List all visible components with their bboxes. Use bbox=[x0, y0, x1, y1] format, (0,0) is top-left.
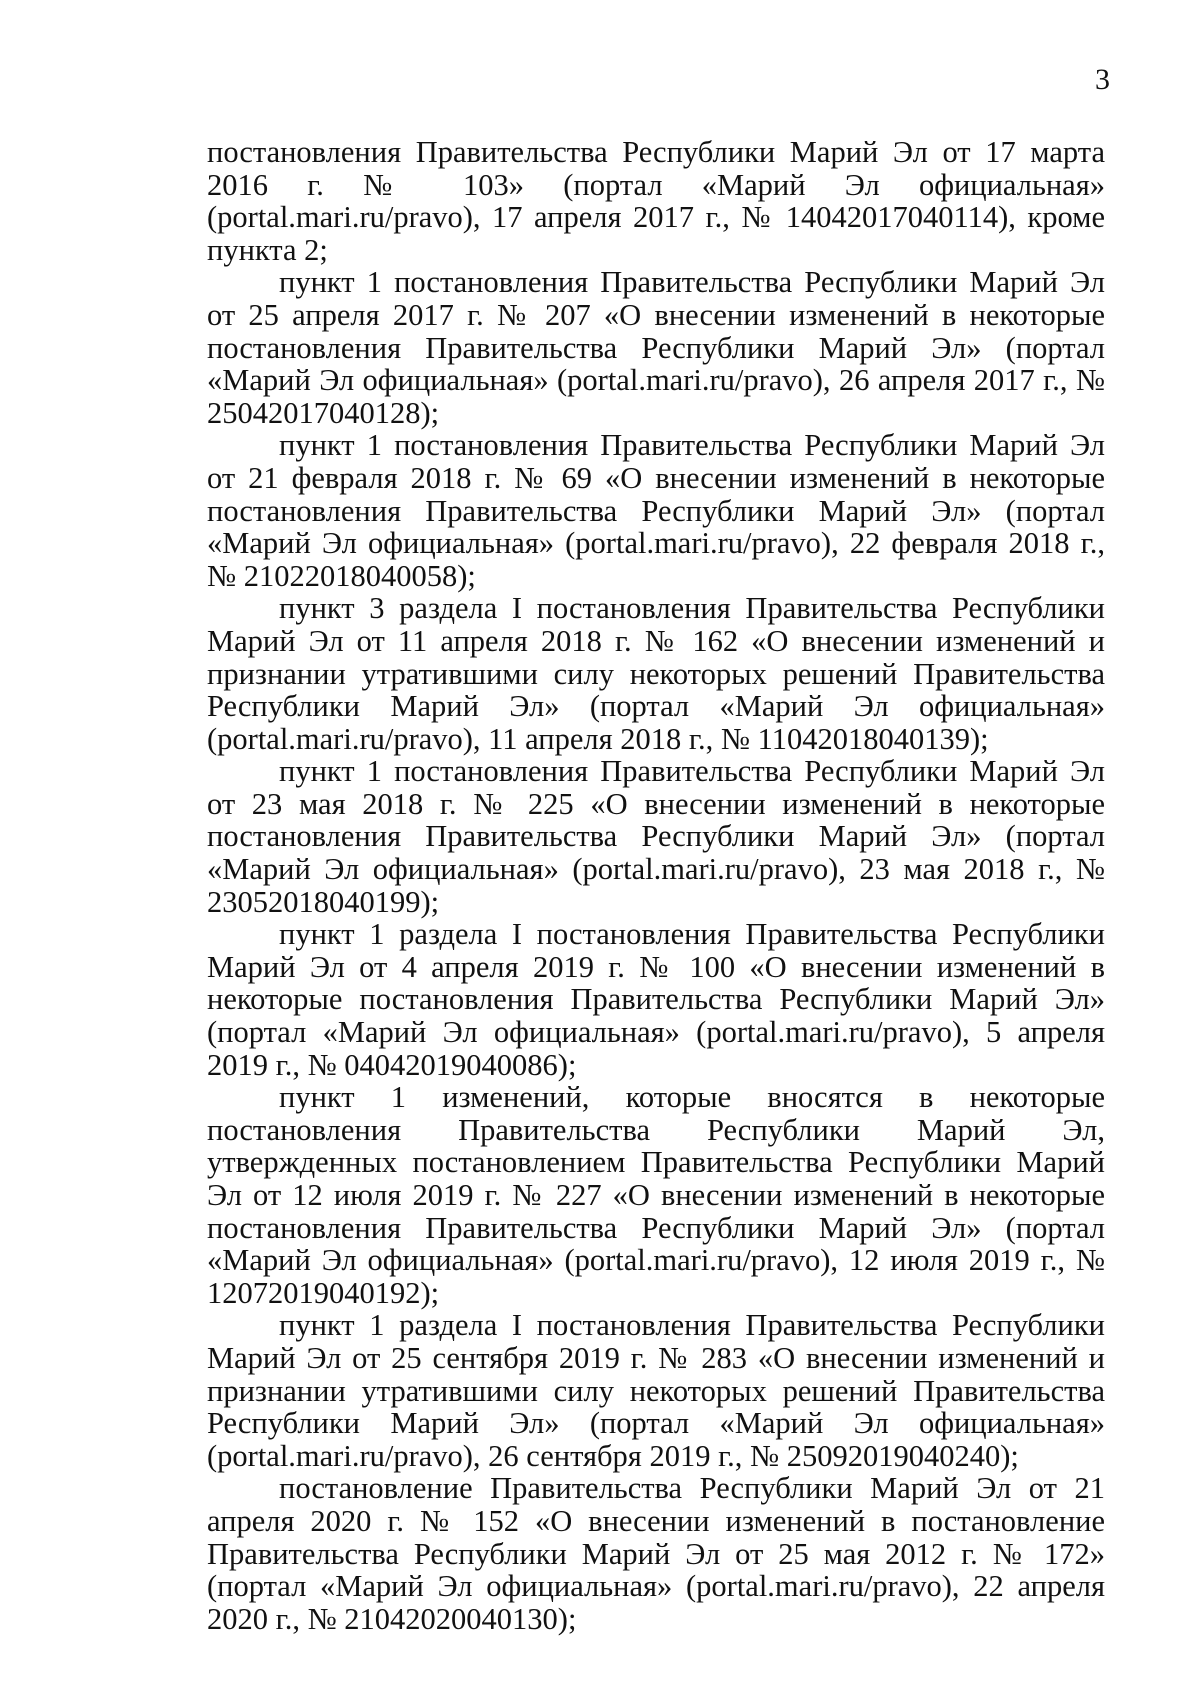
paragraph-item: пункт 1 постановления Правительства Республики Марий Эл от 21 февраля 2018 г. № 69 «О внесении изменений в некоторые постановления Правительства Республики Марий Эл» (портал «Марий Эл официальная» (portal.mari.ru/pravo), 22 февраля 2018 г., № 21022018040058); bbox=[207, 428, 1105, 593]
document-body bbox=[207, 136, 1105, 1635]
paragraph-item: пункт 3 раздела I постановления Правительства Республики Марий Эл от 11 апреля 2018 г. № 162 «О внесении изменений и признании утратившими силу некоторых решений Правительства Республики Марий Эл» (портал «Марий Эл официальная» (portal.mari.ru/pravo), 11 апреля 2018 г., № 11042018040139); bbox=[207, 591, 1105, 756]
page-number: 3 bbox=[1095, 63, 1110, 96]
paragraph-item: пункт 1 постановления Правительства Республики Марий Эл от 25 апреля 2017 г. № 207 «О внесении изменений в некоторые постановления Правительства Республики Марий Эл» (портал «Марий Эл официальная» (portal.mari.ru/pravo), 26 апреля 2017 г., № 25042017040128); bbox=[207, 265, 1105, 430]
paragraph-item: пункт 1 раздела I постановления Правительства Республики Марий Эл от 25 сентября 2019 г. № 283 «О внесении изменений и признании утратившими силу некоторых решений Правительства Республики Марий Эл» (портал «Марий Эл официальная» (portal.mari.ru/pravo), 26 сентября 2019 г., № 25092019040240); bbox=[207, 1308, 1105, 1473]
paragraph-item: пункт 1 изменений, которые вносятся в некоторые постановления Правительства Республики Марий Эл, утвержденных постановлением Правительства Республики Марий Эл от 12 июля 2019 г. № 227 «О внесении изменений в некоторые постановления Правительства Республики Марий Эл» (портал «Марий Эл официальная» (portal.mari.ru/pravo), 12 июля 2019 г., № 12072019040192); bbox=[207, 1080, 1105, 1310]
paragraph-continuation: постановления Правительства Республики Марий Эл от 17 марта 2016 г. № 103» (портал «Марий Эл официальная» (portal.mari.ru/pravo), 17 апреля 2017 г., № 14042017040114), кроме пункта 2; bbox=[207, 135, 1105, 267]
paragraph-item: постановление Правительства Республики Марий Эл от 21 апреля 2020 г. № 152 «О внесении изменений в постановление Правительства Республики Марий Эл от 25 мая 2012 г. № 172» (портал «Марий Эл официальная» (portal.mari.ru/pravo), 22 апреля 2020 г., № 21042020040130); bbox=[207, 1471, 1105, 1636]
paragraph-item: пункт 1 постановления Правительства Республики Марий Эл от 23 мая 2018 г. № 225 «О внесении изменений в некоторые постановления Правительства Республики Марий Эл» (портал «Марий Эл официальная» (portal.mari.ru/pravo), 23 мая 2018 г., № 23052018040199); bbox=[207, 754, 1105, 919]
paragraph-item: пункт 1 раздела I постановления Правительства Республики Марий Эл от 4 апреля 2019 г. № 100 «О внесении изменений в некоторые постановления Правительства Республики Марий Эл» (портал «Марий Эл официальная» (portal.mari.ru/pravo), 5 апреля 2019 г., № 04042019040086); bbox=[207, 917, 1105, 1082]
